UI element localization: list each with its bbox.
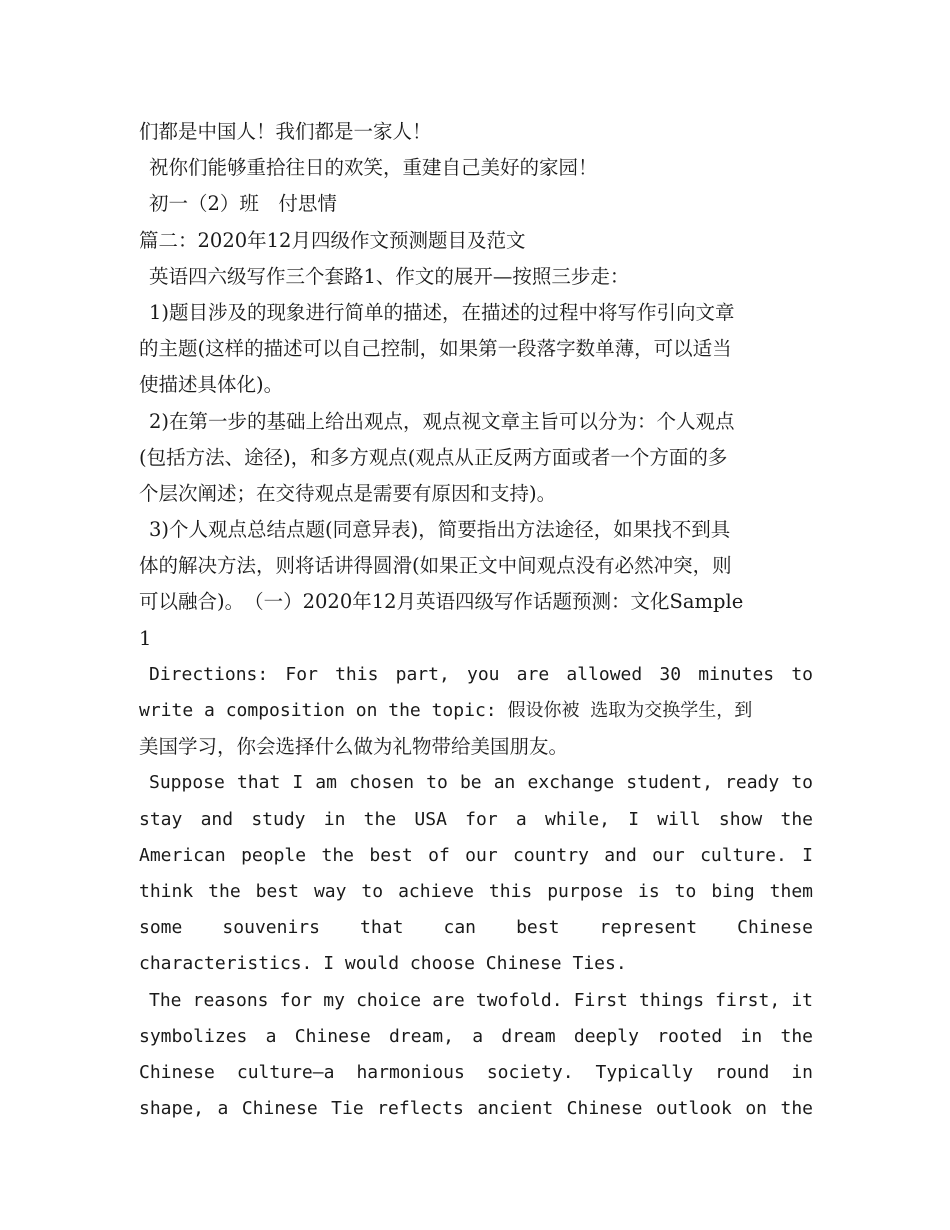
text-line: 的主题(这样的描述可以自己控制，如果第一段落字数单薄，可以适当 [139,337,732,361]
text-line: American people the best of our country and our culture. I [139,844,813,866]
document-page [139,114,813,1127]
text-line: 1 [139,626,152,650]
text-line: 使描述具体化)。 [139,373,284,397]
text-line: 体的解决方法，则将话讲得圆滑(如果正文中间观点没有必然冲突，则 [139,554,732,578]
section-heading: 篇二：2020年12月四级作文预测题目及范文 [139,228,526,252]
text-line: Directions: For this part, you are allowed 30 minutes to [149,663,813,685]
text-line: 祝你们能够重拾往日的欢笑，重建自己美好的家园！ [149,156,598,180]
text-line: symbolizes a Chinese dream, a dream deeply rooted in the [139,1025,813,1047]
text-line: Suppose that I am chosen to be an exchange student, ready to [149,772,813,794]
text-line: 英语四六级写作三个套路1、作文的展开—按照三步走： [149,264,630,288]
text-line: 个层次阐述；在交待观点是需要有原因和支持)。 [139,481,557,505]
text-line: 美国学习，你会选择什么做为礼物带给美国朋友。 [139,735,569,759]
text-line: stay and study in the USA for a while, I will show the [139,808,813,830]
text-line: 初一（2）班 付思情 [149,192,337,216]
text-line: 2)在第一步的基础上给出观点，观点视文章主旨可以分为：个人观点 [149,409,735,433]
text-line: 1)题目涉及的现象进行简单的描述，在描述的过程中将写作引向文章 [149,300,735,324]
text-line: 3)个人观点总结点题(同意异表)，简要指出方法途径，如果找不到具 [149,518,731,542]
text-line: Chinese culture—a harmonious society. Typically round in [139,1061,813,1083]
text-line: 们都是中国人！我们都是一家人！ [139,120,432,143]
text-line: shape, a Chinese Tie reflects ancient Chinese outlook on the [139,1098,813,1120]
text-line: characteristics. I would choose Chinese Ties. [139,953,627,975]
text-line: write a composition on the topic: 假设你被 选取为交换学生，到 [139,700,753,721]
text-line: think the best way to achieve this purpose is to bing them [139,880,813,902]
text-line: (包括方法、途径)，和多方观点(观点从正反两方面或者一个方面的多 [139,445,728,469]
text-line: 可以融合)。 （一）2020年12月英语四级写作话题预测：文化Sample [139,590,744,614]
text-line: some souvenirs that can best represent Chinese [139,917,813,939]
text-line: The reasons for my choice are twofold. First things first, it [149,989,813,1011]
